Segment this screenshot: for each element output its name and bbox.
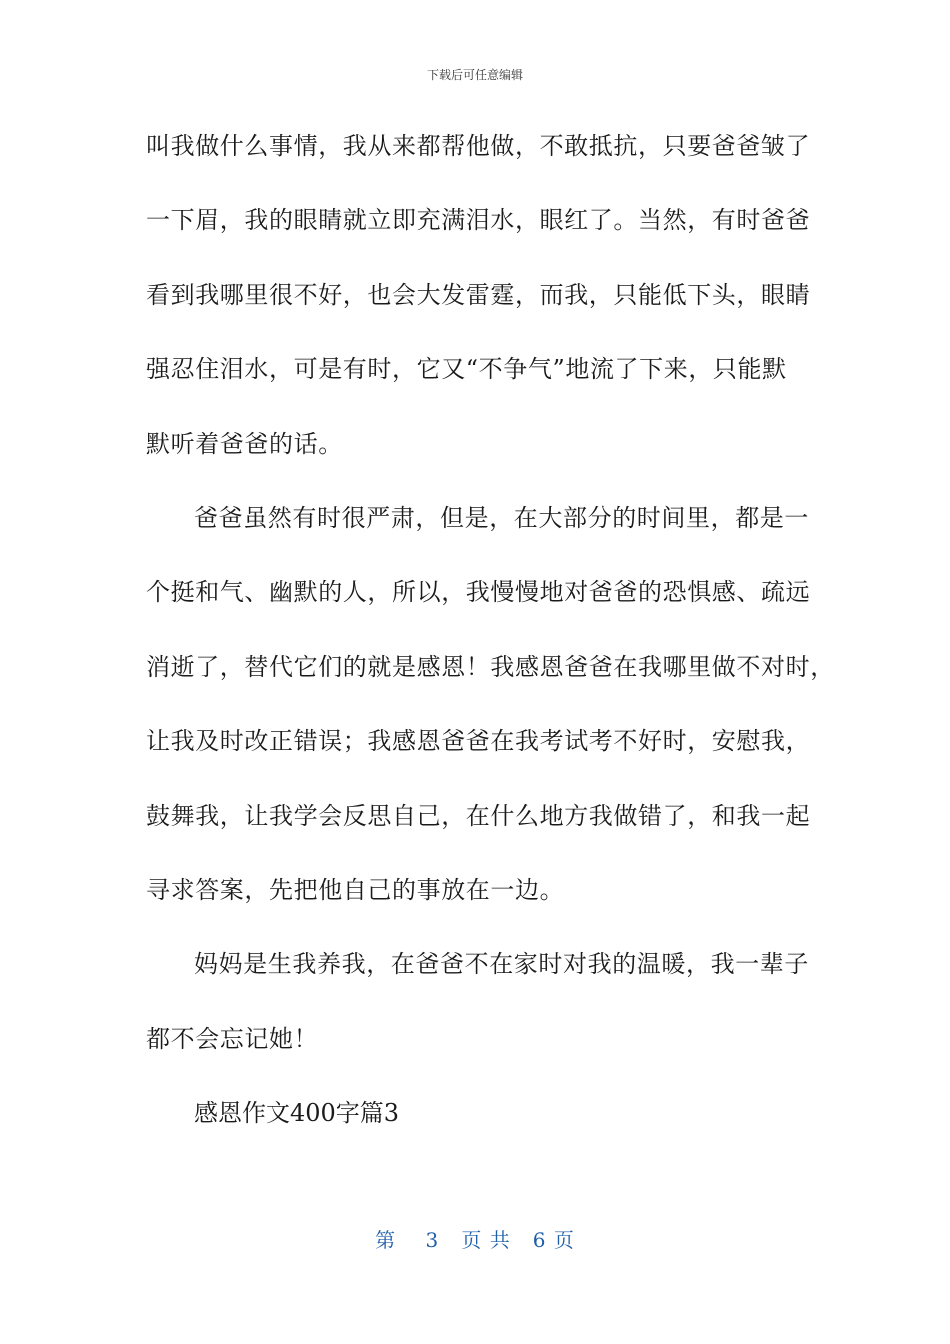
current-page-number: 3	[425, 1228, 440, 1252]
text-line: 叫我做什么事情，我从来都帮他做，不敢抵抗，只要爸爸皱了	[146, 132, 811, 160]
text-line: 都不会忘记她！	[146, 1024, 319, 1053]
page-label-mid: 页 共	[461, 1228, 511, 1252]
text-line: 默听着爸爸的话。	[146, 429, 343, 458]
page-label-suffix: 页	[553, 1228, 575, 1252]
total-pages-number: 6	[532, 1228, 547, 1252]
text-line: 让我及时改正错误；我感恩爸爸在我考试考不好时，安慰我，	[146, 727, 811, 756]
paragraph-start-line: 爸爸虽然有时很严肃，但是，在大部分的时间里，都是一	[194, 503, 809, 532]
text-line: 个挺和气、幽默的人，所以，我慢慢地对爸爸的恐惧感、疏远	[146, 578, 811, 607]
document-body	[146, 122, 835, 1163]
paragraph-start-line: 妈妈是生我养我，在爸爸不在家时对我的温暖，我一辈子	[194, 950, 809, 979]
text-line: 消逝了，替代它们的就是感恩！我感恩爸爸在我哪里做不对时，	[146, 652, 835, 681]
page-header-note: 下载后可任意编辑	[426, 68, 523, 82]
text-line: 一下眉，我的眼睛就立即充满泪水，眼红了。当然，有时爸爸	[146, 206, 811, 235]
text-line: 看到我哪里很不好，也会大发雷霆，而我，只能低下头，眼睛	[146, 280, 811, 309]
text-line: 强忍住泪水，可是有时，它又“不争气”地流了下来，只能默	[146, 355, 787, 384]
section-heading: 感恩作文400字篇3	[194, 1099, 400, 1128]
page-label-prefix: 第	[375, 1228, 397, 1252]
text-line: 鼓舞我，让我学会反思自己，在什么地方我做错了，和我一起	[146, 801, 811, 830]
page-footer	[0, 1224, 950, 1253]
text-line: 寻求答案，先把他自己的事放在一边。	[146, 875, 565, 904]
